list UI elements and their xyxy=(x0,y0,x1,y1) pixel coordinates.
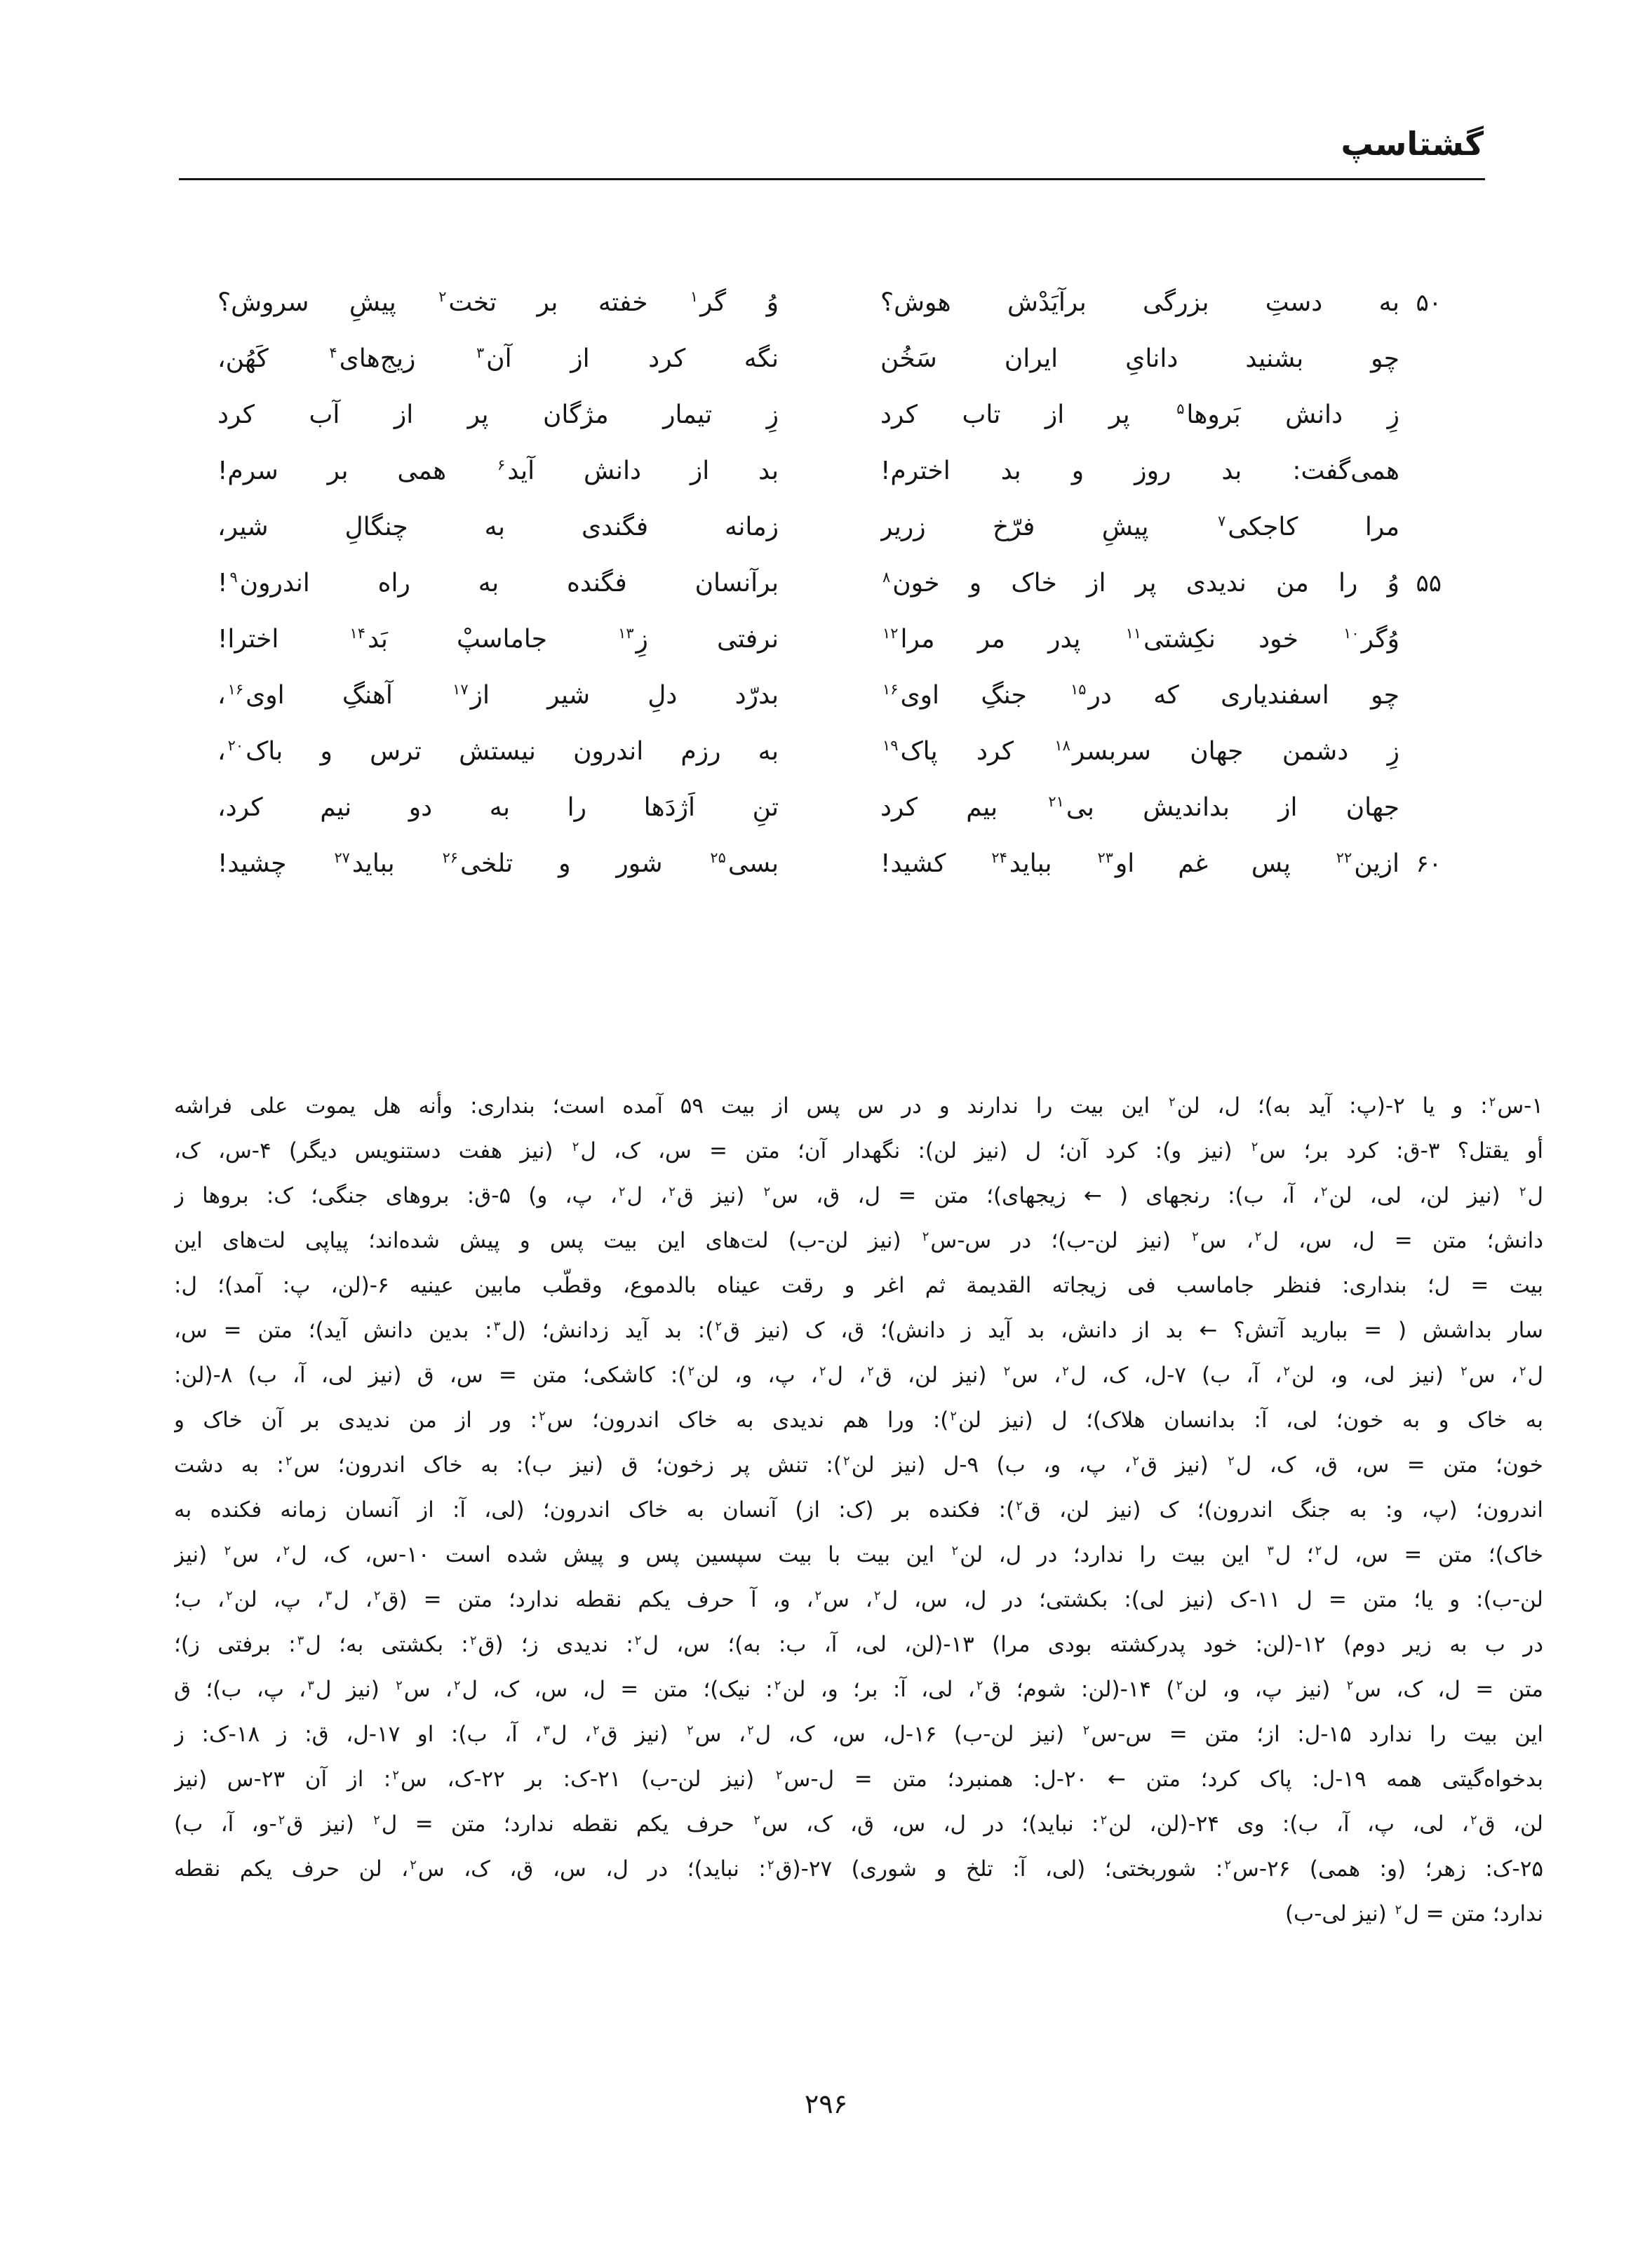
footnote-marker: ۲ xyxy=(1315,1544,1322,1559)
footnote-marker: ۲ xyxy=(1489,1095,1496,1110)
footnote-marker: ۲ xyxy=(1082,1723,1090,1739)
hemistich-second: زِ تیمار مژگان پر از آب کرد xyxy=(217,400,779,429)
footnote-line: أو یقتل؟ ۳-ق: کرد بر؛ س$^۲$ (نیز و): کرد آن؛ ل (نیز لن): نگهدار آن؛ متن = س، ک، ل$^۲$ (نیز هفت دستنویس دیگر) ۴-س، ک، xyxy=(174,1138,1543,1163)
footnote-line: لن، ق$^۲$، لی، پ، آ، ب): وی ۲۴-(لن، لن$^۲$: نباید)؛ در ل، س، ق، ک، س$^۲$ حرف یکم نقطه ندارد؛ متن = ل$^۲$ (نیز ق$^۲$-و، آ، ب) xyxy=(174,1811,1543,1837)
footnote-marker: ۲ xyxy=(453,1678,461,1694)
footnote-marker: ۶ xyxy=(497,457,506,474)
footnote-marker: ۲ xyxy=(1132,1454,1139,1469)
footnote-marker: ۲ xyxy=(1395,1903,1402,1918)
poem-couplets-block xyxy=(217,275,1442,892)
critical-apparatus-block xyxy=(174,1084,1543,1936)
footnote-marker: ۴ xyxy=(329,344,337,362)
footnote-marker: ۱۰ xyxy=(1343,625,1359,642)
footnote-line: خاک)؛ متن = س، ل$^۲$؛ ل$^۳$ این بیت را ندارد؛ در ل، لن$^۲$ این بیت با بیت سپسین پس و پیش شده است ۱۰-س، ک، ل$^۲$، س$^۲$ (نیز xyxy=(174,1542,1543,1567)
footnote-line: این بیت را ندارد ۱۵-ل: از؛ متن = س-س$^۲$ (نیز لن-ب) ۱۶-ل، س، ک، ل$^۲$، س$^۲$ (نیز ق$^۲$، ل$^۳$، آ، ب): او ۱۷-ل، ق: ز ۱۸-ک: ز xyxy=(174,1722,1543,1747)
running-head-title: گشتاسپ xyxy=(1341,125,1484,163)
footnote-marker: ۲ xyxy=(1519,1184,1526,1200)
hemistich-first: وُگر$^{۱۰}$ خود نکِشتی$^{۱۱}$ پدر مر مرا$^{۱۲}$ xyxy=(880,612,1399,668)
footnote-marker: ۱۳ xyxy=(618,625,634,642)
hemistich-second: وُ گر$^۱$ خفته بر تخت$^۲$ پیشِ سروش؟ xyxy=(217,288,779,317)
footnote-marker: ۲ xyxy=(225,1588,233,1604)
hemistich-second: به رزم اندرون نیستش ترس و باک$^{۲۰}$، xyxy=(217,737,779,766)
hemistich-second: زمانه فگندی به چنگالِ شیر، xyxy=(217,513,779,541)
footnote-marker: ۲ xyxy=(950,1409,958,1424)
hemistich-first: زِ دشمن جهان سربسر$^{۱۸}$ کرد پاک$^{۱۹}$ xyxy=(880,724,1399,780)
verse-row xyxy=(217,612,1442,668)
footnote-marker: ۲ xyxy=(1346,1678,1354,1694)
footnote-marker: ۲ xyxy=(767,1858,774,1873)
footnote-marker: ۲ xyxy=(1192,1229,1199,1245)
footnote-marker: ۲ xyxy=(278,1813,286,1828)
verse-row xyxy=(217,331,1442,387)
footnote-marker: ۲ xyxy=(285,1454,293,1469)
footnote-marker: ۳ xyxy=(493,1319,501,1335)
verse-row xyxy=(217,724,1442,780)
hemistich-first: زِ دانش بَروها$^۵$ پر از تاب کرد xyxy=(880,400,1399,429)
footnote-line: بدخواه‌گیتی همه ۱۹-ل: پاک کرد؛ متن ← ۲۰-ل: همنبرد؛ متن = ل-س$^۲$ (نیز لن-ب) ۲۱-ک: بر ۲۲-ک، س$^۲$: از آن ۲۳-س (نیز xyxy=(174,1767,1543,1792)
footnote-marker: ۲ xyxy=(976,1678,983,1694)
footnote-marker: ۱۸ xyxy=(1054,737,1070,755)
hemistich-second: بدرّد دلِ شیر از$^{۱۷}$ آهنگِ اوی$^{۱۶}$، xyxy=(217,681,779,710)
footnote-marker: ۲ xyxy=(1224,1858,1232,1873)
footnote-marker: ۲ xyxy=(373,1588,381,1604)
footnote-marker: ۲ xyxy=(1062,1364,1069,1379)
footnote-line: ندارد؛ متن = ل$^۲$ (نیز لی-ب) xyxy=(1284,1901,1543,1926)
footnote-marker: ۲۰ xyxy=(227,737,244,755)
hemistich-first: چو بشنید دانایِ ایران سَخُن xyxy=(880,344,1399,373)
footnote-marker: ۲ xyxy=(373,1813,380,1828)
footnote-marker: ۲ xyxy=(634,1633,642,1649)
footnote-marker: ۲ xyxy=(410,1858,417,1873)
footnote-line: متن = ل، ک، س$^۲$ (نیز پ، و، لن$^۲$) ۱۴-(لن: شوم؛ ق$^۲$، لی، آ: بر؛ و، لن$^۲$: نیک)؛ متن = ل، س، ک، ل$^۲$، س$^۲$ (نیز ل$^۳$، پ، ب)؛ ق xyxy=(174,1677,1543,1702)
footnote-marker: ۲ xyxy=(392,1768,400,1783)
verse-row xyxy=(217,275,1442,331)
footnote-marker: ۵ xyxy=(1176,400,1185,418)
footnote-marker: ۲ xyxy=(842,1454,850,1469)
header-rule-divider xyxy=(179,178,1485,180)
footnote-marker: ۲ xyxy=(1251,1140,1258,1155)
footnote-marker: ۲ xyxy=(763,1184,771,1200)
footnote-marker: ۹ xyxy=(229,569,238,586)
verse-row xyxy=(217,499,1442,555)
footnote-marker: ۲ xyxy=(1283,1364,1290,1379)
footnote-marker: ۲ xyxy=(873,1588,881,1604)
hemistich-first: چو اسفندیاری که در$^{۱۵}$ جنگِ اوی$^{۱۶}$ xyxy=(880,668,1399,724)
footnote-marker: ۲ xyxy=(1460,1364,1468,1379)
footnote-marker: ۲ xyxy=(774,1678,781,1694)
verse-row xyxy=(217,555,1442,612)
hemistich-second: بد از دانش آید$^۶$ همی بر سرم! xyxy=(217,457,779,485)
footnote-marker: ۲ xyxy=(1100,1813,1108,1828)
footnote-marker: ۱۷ xyxy=(452,681,469,698)
footnote-line: لن-ب): و یا؛ متن = ل ۱۱-ک (نیز لی): بکشتی؛ در ل، س، ل$^۲$، س$^۲$، و، آ حرف یکم نقطه ندارد؛ متن = (ق$^۲$، ل$^۳$، پ، لن$^۲$، ب؛ xyxy=(174,1587,1543,1612)
footnote-line: خون؛ متن = س، ق، ک، ل$^۲$ (نیز ق$^۲$، پ، و، ب) ۹-ل (نیز لن$^۲$): تنش پر زخون؛ ق (نیز ب): به خاک اندرون؛ س$^۲$: به دشت xyxy=(174,1452,1543,1478)
hemistich-second: تنِ اَژدَها را به دو نیم کرد، xyxy=(217,793,779,822)
footnote-marker: ۲ xyxy=(593,1723,600,1739)
footnote-marker: ۲ xyxy=(687,1364,695,1379)
footnote-marker: ۲ xyxy=(747,1723,754,1739)
hemistich-second: بسی$^{۲۵}$ شور و تلخی$^{۲۶}$ بباید$^{۲۷}$ چشید! xyxy=(217,849,779,878)
footnote-marker: ۱۵ xyxy=(1070,681,1087,698)
footnote-marker: ۲ xyxy=(686,1723,694,1739)
footnote-marker: ۲ xyxy=(572,1140,579,1155)
verse-row xyxy=(217,668,1442,724)
footnote-marker: ۳ xyxy=(476,344,485,362)
footnote-marker: ۲ xyxy=(1176,1678,1183,1694)
footnote-marker: ۲ xyxy=(1470,1813,1477,1828)
hemistich-first: وُ را من ندیدی پر از خاک و خون$^۸$ xyxy=(880,555,1399,612)
footnote-marker: ۳ xyxy=(307,1678,314,1694)
verse-number: ۵۰ xyxy=(1416,289,1442,317)
footnote-marker: ۲ xyxy=(775,1768,783,1783)
footnote-marker: ۲ xyxy=(438,288,447,306)
footnote-marker: ۲ xyxy=(1254,1229,1262,1245)
footnote-marker: ۸ xyxy=(882,569,891,586)
verse-row xyxy=(217,836,1442,892)
footnote-marker: ۷ xyxy=(1217,513,1226,530)
footnote-marker: ۲۲ xyxy=(1336,849,1352,867)
footnote-line: در ب به زیر دوم) ۱۲-(لن: خود پدرکشته بودی مرا) ۱۳-(لن، لی، آ، ب: به)؛ س، ل$^۲$: ندیدی ز؛ (ق$^۲$: بکشتی به؛ ل$^۳$: برفتی ز)؛ xyxy=(174,1632,1543,1657)
footnote-marker: ۲ xyxy=(283,1544,290,1559)
footnote-marker: ۲۷ xyxy=(334,849,350,867)
verse-row xyxy=(217,443,1442,499)
footnote-marker: ۳ xyxy=(1267,1544,1274,1559)
hemistich-second: نگه کرد از آن$^۳$ زیج‌های$^۴$ کَهُن، xyxy=(217,344,779,373)
verse-number: ۵۵ xyxy=(1416,569,1442,598)
hemistich-first: جهان از بداندیش بی$^{۲۱}$ بیم کرد xyxy=(880,793,1399,822)
verse-row xyxy=(217,387,1442,443)
footnote-marker: ۱۹ xyxy=(882,737,899,755)
footnote-line: ۲۵-ک: زهر؛ (و: همی) ۲۶-س$^۲$: شوربختی؛ (لی، آ: تلخ و شوری) ۲۷-(ق$^۲$: نباید)؛ در ل، س، ق، ک، س$^۲$، لن حرف یکم نقطه xyxy=(174,1856,1543,1882)
footnote-marker: ۲ xyxy=(1168,1095,1176,1110)
footnote-marker: ۲ xyxy=(1519,1364,1526,1379)
footnote-line: به خاک و به خون؛ لی، آ: بدانسان هلاک)؛ ل (نیز لن$^۲$): ورا هم ندیدی به خاک اندرون؛ س$^۲$: ور از من ندیدی بر آن خاک و xyxy=(174,1408,1543,1433)
footnote-marker: ۲۶ xyxy=(442,849,459,867)
footnote-marker: ۲ xyxy=(396,1678,403,1694)
footnote-marker: ۲ xyxy=(715,1319,722,1335)
footnote-marker: ۲ xyxy=(469,1633,477,1649)
page-number: ۲۹۶ xyxy=(804,2088,848,2119)
footnote-marker: ۱ xyxy=(690,288,699,306)
hemistich-first: ازین$^{۲۲}$ پس غم او$^{۲۳}$ بباید$^{۲۴}$ کشید! xyxy=(880,849,1399,878)
hemistich-second: نرفتی زِ$^{۱۳}$ جاماسپْ بَد$^{۱۴}$ اخترا! xyxy=(217,625,779,654)
footnote-marker: ۲۵ xyxy=(710,849,726,867)
hemistich-first: به دستِ بزرگی برآیَدْش هوش؟ xyxy=(880,288,1399,317)
footnote-marker: ۲ xyxy=(1228,1454,1235,1469)
verse-number: ۶۰ xyxy=(1416,850,1442,878)
footnote-line: ل$^۲$، س$^۲$ (نیز لی، و، لن$^۲$، آ، ب) ۷-ل، ک، ل$^۲$، س$^۲$ (نیز لن، ق$^۲$، ل$^۲$، پ، و، لن$^۲$): کاشکی؛ متن = س، ق (نیز لی، آ، ب) ۸-(لن: xyxy=(174,1363,1543,1388)
footnote-marker: ۳ xyxy=(543,1723,550,1739)
footnote-marker: ۲ xyxy=(753,1813,760,1828)
footnote-marker: ۲ xyxy=(814,1588,822,1604)
footnote-line: ۱-س$^۲$: و یا ۲-(پ: آید به)؛ ل، لن$^۲$ این بیت را ندارند و در س پس از بیت ۵۹ آمده است؛ بنداری: وأنه هل یموت علی فراشه xyxy=(174,1093,1543,1119)
footnote-marker: ۲۱ xyxy=(1048,793,1064,811)
hemistich-second: برآنسان فگنده به راه اندرون$^۹$! xyxy=(217,569,779,598)
footnote-marker: ۲ xyxy=(669,1184,676,1200)
footnote-marker: ۲ xyxy=(922,1229,929,1245)
footnote-marker: ۲۳ xyxy=(1097,849,1113,867)
footnote-line: سار بداشش ( = ببارید آتش؟ ← بد از دانش، بد آید ز دانش)؛ ق، ک (نیز ق$^۲$): بد آید زدانش؛ (ل$^۳$: بدین دانش آید)؛ متن = س، xyxy=(174,1318,1543,1343)
verse-row xyxy=(217,780,1442,836)
footnote-marker: ۲ xyxy=(867,1364,874,1379)
footnote-line: دانش؛ متن = ل، س، ل$^۲$، س$^۲$ (نیز لن-ب)؛ در س-س$^۲$ (نیز لن-ب) لت‌های این بیت پس و پیش شده‌اند؛ پیاپی لت‌های این xyxy=(174,1228,1543,1253)
footnote-marker: ۲ xyxy=(618,1184,626,1200)
footnote-line: اندرون؛ (پ، و: به جنگ اندرون)؛ ک (نیز لن، ق$^۲$): فکنده بر (ک: از) آنسان به خاک اندرون؛ (لی، آ: از آنسان زمانه فکنده به xyxy=(174,1497,1543,1523)
footnote-marker: ۳ xyxy=(297,1633,304,1649)
footnote-marker: ۳ xyxy=(325,1588,333,1604)
footnote-marker: ۲ xyxy=(1016,1499,1023,1514)
footnote-marker: ۲ xyxy=(819,1364,826,1379)
footnote-marker: ۱۶ xyxy=(227,681,244,698)
footnote-marker: ۱۱ xyxy=(1125,625,1142,642)
footnote-marker: ۱۲ xyxy=(882,625,899,642)
hemistich-first: همی‌گفت: بد روز و بد اخترم! xyxy=(880,457,1399,485)
footnote-marker: ۱۴ xyxy=(349,625,365,642)
footnote-marker: ۲ xyxy=(1003,1364,1011,1379)
footnote-marker: ۱۶ xyxy=(882,681,899,698)
footnote-marker: ۲ xyxy=(951,1544,959,1559)
footnote-marker: ۲۴ xyxy=(991,849,1007,867)
footnote-marker: ۲ xyxy=(1320,1184,1328,1200)
footnote-line: بیت = ل؛ بنداری: فنظر جاماسب فی زیجاته القدیمة ثم اغر و رقت عیناه بالدموع، وقطّب مابین عینیه ۶-(لن، پ: آمد)؛ ل: xyxy=(174,1273,1543,1298)
hemistich-first: مرا کاجکی$^۷$ پیشِ فرّخ زریر xyxy=(880,513,1399,541)
footnote-line: ل$^۲$ (نیز لن، لی، لن$^۲$، آ، ب): رنجهای ( ← زیجهای)؛ متن = ل، ق، س$^۲$ (نیز ق$^۲$، ل$^۲$، پ، و) ۵-ق: بروهای جنگی؛ ک: بروها ز xyxy=(174,1183,1543,1208)
footnote-marker: ۲ xyxy=(224,1544,231,1559)
footnote-marker: ۲ xyxy=(539,1409,546,1424)
